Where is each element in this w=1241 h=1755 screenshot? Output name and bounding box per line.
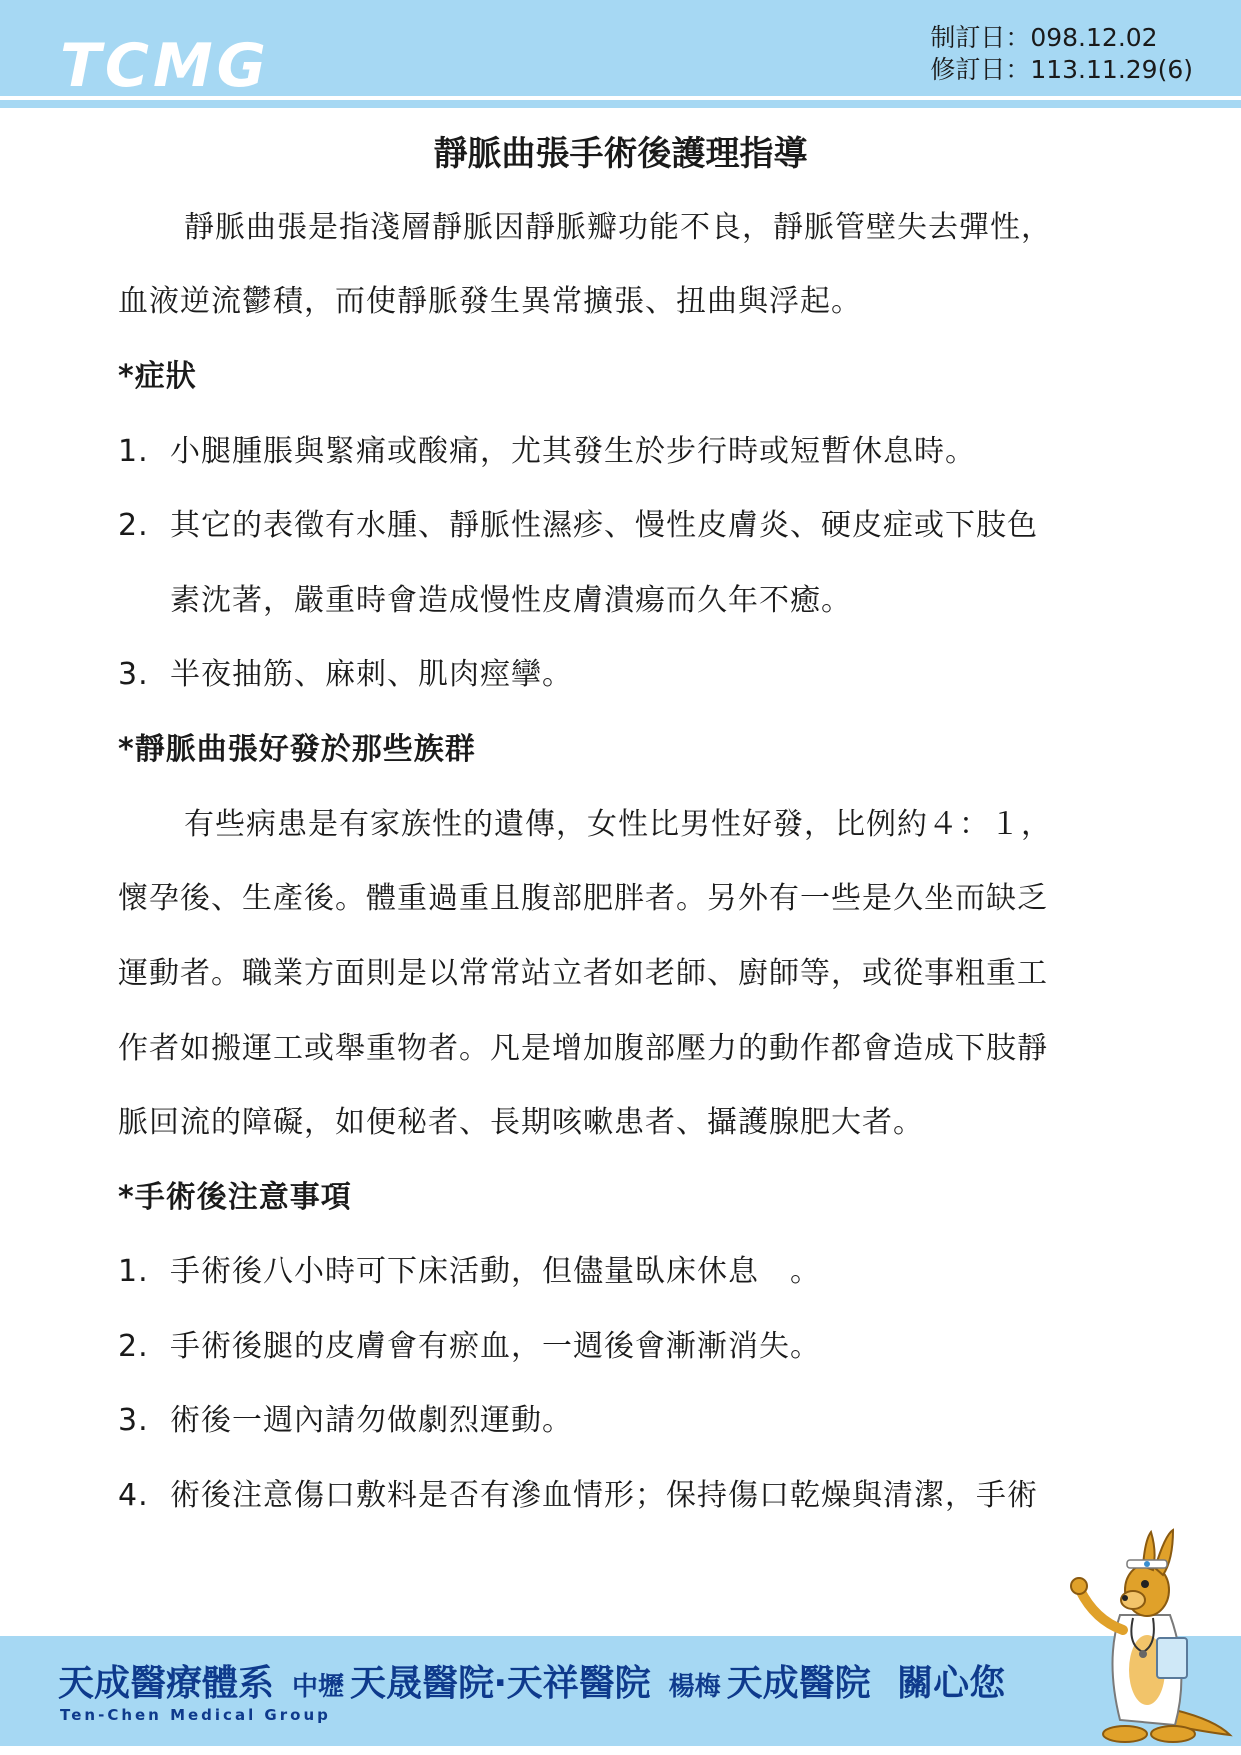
group-name: 天成醫療體系 xyxy=(58,1663,275,1704)
tcmg-logo: TCMG xyxy=(60,31,270,101)
hospital-name-2: 天成醫院 xyxy=(726,1663,871,1704)
item-number: 4. xyxy=(118,1478,149,1513)
risk-line-5: 脈回流的障礙，如便秘者、長期咳嗽患者、攝護腺肥大者。 xyxy=(118,1105,924,1140)
post-op-item-1 xyxy=(118,1252,821,1292)
item-text: 手術後八小時可下床活動，但儘量臥床休息 。 xyxy=(170,1254,821,1289)
item-number: 3. xyxy=(118,1403,149,1438)
post-op-heading: *手術後注意事項 xyxy=(118,1180,352,1215)
intro-line-2: 血液逆流鬱積，而使靜脈發生異常擴張、扭曲與浮起。 xyxy=(118,284,862,319)
risk-line-1: 有些病患是有家族性的遺傳，女性比男性好發，比例約４：１， xyxy=(184,807,1052,842)
risk-line-4: 作者如搬運工或舉重物者。凡是增加腹部壓力的動作都會造成下肢靜 xyxy=(118,1031,1048,1066)
item-number: 2. xyxy=(118,508,149,543)
risk-heading: *靜脈曲張好發於那些族群 xyxy=(118,732,476,767)
revision-dates xyxy=(930,22,1193,86)
location-zhongli: 中壢 xyxy=(292,1672,345,1702)
symptom-item-2-cont: 素沈著，嚴重時會造成慢性皮膚潰瘍而久年不癒。 xyxy=(170,583,852,618)
page-title: 靜脈曲張手術後護理指導 xyxy=(433,134,808,174)
post-op-item-4 xyxy=(118,1476,1038,1516)
footer-slogan: 關心您 xyxy=(897,1663,1006,1704)
footer-hospital-group xyxy=(58,1662,1005,1709)
group-name-english: Ten-Chen Medical Group xyxy=(60,1706,331,1724)
risk-line-3: 運動者。職業方面則是以常常站立者如老師、廚師等，或從事粗重工 xyxy=(118,956,1048,991)
item-number: 1. xyxy=(118,1254,149,1289)
symptom-item-3 xyxy=(118,655,573,695)
symptom-item-2 xyxy=(118,506,1038,546)
item-text: 術後一週內請勿做劇烈運動。 xyxy=(170,1403,573,1438)
post-op-item-3 xyxy=(118,1401,573,1441)
item-text: 手術後腿的皮膚會有瘀血，一週後會漸漸消失。 xyxy=(170,1329,821,1364)
kangaroo-doctor-mascot-icon xyxy=(1065,1520,1235,1750)
post-op-item-2 xyxy=(118,1327,821,1367)
risk-line-2: 懷孕後、生產後。體重過重且腹部肥胖者。另外有一些是久坐而缺乏 xyxy=(118,881,1048,916)
created-date: 制訂日：098.12.02 xyxy=(930,23,1158,52)
item-text: 術後注意傷口敷料是否有滲血情形；保持傷口乾燥與清潔，手術 xyxy=(170,1478,1038,1513)
item-number: 3. xyxy=(118,657,149,692)
item-number: 2. xyxy=(118,1329,149,1364)
location-yangmei: 楊梅 xyxy=(668,1672,721,1702)
item-text: 小腿腫脹與緊痛或酸痛，尤其發生於步行時或短暫休息時。 xyxy=(170,434,976,469)
item-text: 半夜抽筋、麻刺、肌肉痙攣。 xyxy=(170,657,573,692)
intro-line-1: 靜脈曲張是指淺層靜脈因靜脈瓣功能不良，靜脈管壁失去彈性， xyxy=(184,210,1052,245)
symptom-item-1 xyxy=(118,432,976,472)
item-text: 其它的表徵有水腫、靜脈性濕疹、慢性皮膚炎、硬皮症或下肢色 xyxy=(170,508,1038,543)
hospital-names-1: 天晟醫院‧天祥醫院 xyxy=(350,1663,651,1704)
revised-date: 修訂日：113.11.29(6) xyxy=(930,55,1193,84)
item-number: 1. xyxy=(118,434,149,469)
symptoms-heading: *症狀 xyxy=(118,359,197,394)
